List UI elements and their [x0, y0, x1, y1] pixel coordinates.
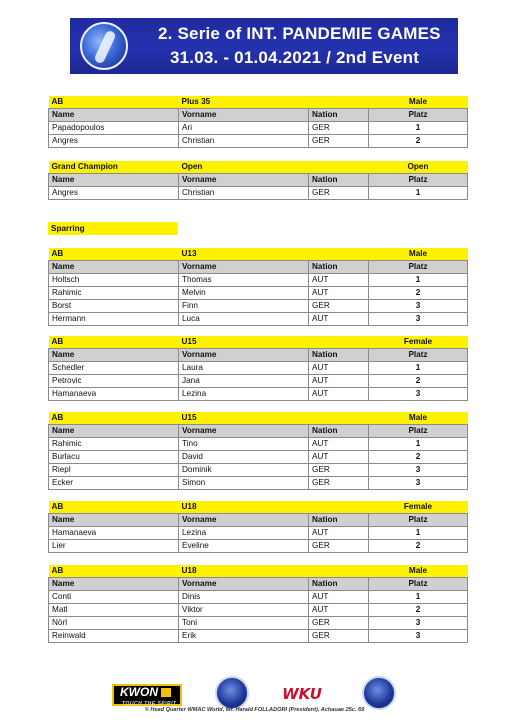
category-cell: U15: [179, 412, 309, 425]
name-cell: Angres: [49, 135, 179, 148]
nation-cell: AUT: [309, 313, 369, 326]
vorname-cell: Simon: [179, 477, 309, 490]
name-cell: Nörl: [49, 617, 179, 630]
column-header-row: [49, 261, 468, 274]
category-header-row: [49, 96, 468, 109]
footer-copyright: © Head Quarter WMAC World, Mr. Harald FOLLADORI (President), Achauae 25c. 69: [144, 707, 365, 713]
platz-cell: 3: [369, 388, 468, 401]
category-header-row: [49, 565, 468, 578]
table-row: [49, 388, 468, 401]
column-header-name: Name: [49, 349, 179, 362]
column-header-platz: Platz: [369, 578, 468, 591]
column-header-platz: Platz: [369, 174, 468, 187]
platz-cell: 3: [369, 477, 468, 490]
column-header-name: Name: [49, 514, 179, 527]
platz-cell: 1: [369, 527, 468, 540]
column-header-nation: Nation: [309, 425, 369, 438]
nation-cell: GER: [309, 135, 369, 148]
name-cell: Conti: [49, 591, 179, 604]
event-title: 2. Serie of INT. PANDEMIE GAMES: [158, 24, 441, 43]
table-row: [49, 540, 468, 553]
vorname-cell: Christian: [179, 187, 309, 200]
nation-cell: AUT: [309, 451, 369, 464]
column-header-vorname: Vorname: [179, 578, 309, 591]
column-header-vorname: Vorname: [179, 109, 309, 122]
table-row: [49, 122, 468, 135]
platz-cell: 2: [369, 451, 468, 464]
vorname-cell: Ari: [179, 122, 309, 135]
globe-fighter-logo: [362, 676, 396, 710]
name-cell: Hermann: [49, 313, 179, 326]
vorname-cell: Laura: [179, 362, 309, 375]
name-cell: Reinwald: [49, 630, 179, 643]
table-row: [49, 438, 468, 451]
category-cell: Open: [179, 161, 309, 174]
column-header-row: [49, 109, 468, 122]
table-row: [49, 135, 468, 148]
table-row: [49, 477, 468, 490]
vorname-cell: David: [179, 451, 309, 464]
vorname-cell: Jana: [179, 375, 309, 388]
column-header-row: [49, 514, 468, 527]
platz-cell: 2: [369, 540, 468, 553]
category-cell: [309, 248, 369, 261]
results-table: [48, 501, 468, 553]
category-header-row: [49, 501, 468, 514]
sparring-label: Sparring: [48, 222, 178, 235]
category-cell: AB: [49, 96, 179, 109]
table-row: [49, 451, 468, 464]
table-row: [49, 300, 468, 313]
category-cell: [309, 501, 369, 514]
nation-cell: AUT: [309, 527, 369, 540]
column-header-platz: Platz: [369, 349, 468, 362]
category-cell: AB: [49, 565, 179, 578]
nation-cell: AUT: [309, 438, 369, 451]
event-date: 31.03. - 01.04.2021 / 2nd Event: [170, 48, 420, 67]
table-row: [49, 287, 468, 300]
table-row: [49, 274, 468, 287]
column-header-platz: Platz: [369, 109, 468, 122]
column-header-name: Name: [49, 261, 179, 274]
category-cell: Plus 35: [179, 96, 309, 109]
vorname-cell: Toni: [179, 617, 309, 630]
vorname-cell: Eveline: [179, 540, 309, 553]
platz-cell: 2: [369, 375, 468, 388]
table-row: [49, 464, 468, 477]
nation-cell: GER: [309, 540, 369, 553]
category-cell: [309, 161, 369, 174]
column-header-row: [49, 174, 468, 187]
nation-cell: GER: [309, 630, 369, 643]
category-cell: [309, 96, 369, 109]
platz-cell: 3: [369, 464, 468, 477]
name-cell: Hamanaeva: [49, 388, 179, 401]
vorname-cell: Luca: [179, 313, 309, 326]
results-table: [48, 336, 468, 401]
category-cell: U15: [179, 336, 309, 349]
platz-cell: 2: [369, 604, 468, 617]
category-header-row: [49, 336, 468, 349]
nation-cell: AUT: [309, 388, 369, 401]
column-header-platz: Platz: [369, 514, 468, 527]
column-header-vorname: Vorname: [179, 174, 309, 187]
platz-cell: 1: [369, 274, 468, 287]
name-cell: Rahimic: [49, 287, 179, 300]
wku-logo: WKU: [282, 685, 322, 703]
vorname-cell: Dominik: [179, 464, 309, 477]
category-cell: AB: [49, 336, 179, 349]
platz-cell: 3: [369, 617, 468, 630]
nation-cell: AUT: [309, 287, 369, 300]
name-cell: Borst: [49, 300, 179, 313]
category-cell: Female: [369, 501, 468, 514]
category-cell: Grand Champion: [49, 161, 179, 174]
results-table: [48, 96, 468, 148]
vorname-cell: Tino: [179, 438, 309, 451]
nation-cell: AUT: [309, 604, 369, 617]
column-header-name: Name: [49, 109, 179, 122]
name-cell: Petrovic: [49, 375, 179, 388]
table-row: [49, 604, 468, 617]
table-row: [49, 313, 468, 326]
column-header-vorname: Vorname: [179, 349, 309, 362]
results-table: [48, 412, 468, 490]
vorname-cell: Erik: [179, 630, 309, 643]
nation-cell: AUT: [309, 274, 369, 287]
category-cell: [309, 412, 369, 425]
table-row: [49, 591, 468, 604]
name-cell: Matl: [49, 604, 179, 617]
platz-cell: 2: [369, 287, 468, 300]
table-row: [49, 617, 468, 630]
platz-cell: 1: [369, 362, 468, 375]
category-cell: U18: [179, 501, 309, 514]
platz-cell: 3: [369, 630, 468, 643]
vorname-cell: Christian: [179, 135, 309, 148]
platz-cell: 1: [369, 187, 468, 200]
kwon-logo: KWON TOUCH THE SPIRIT: [112, 684, 182, 706]
vorname-cell: Finn: [179, 300, 309, 313]
nation-cell: GER: [309, 300, 369, 313]
column-header-nation: Nation: [309, 349, 369, 362]
nation-cell: GER: [309, 122, 369, 135]
nation-cell: GER: [309, 464, 369, 477]
column-header-nation: Nation: [309, 578, 369, 591]
nation-cell: AUT: [309, 362, 369, 375]
column-header-nation: Nation: [309, 261, 369, 274]
wmac-globe-logo: [80, 22, 128, 70]
category-cell: AB: [49, 501, 179, 514]
nation-cell: AUT: [309, 375, 369, 388]
column-header-platz: Platz: [369, 261, 468, 274]
category-header-row: [49, 161, 468, 174]
platz-cell: 1: [369, 591, 468, 604]
column-header-nation: Nation: [309, 514, 369, 527]
header-banner: [70, 18, 458, 74]
category-header-row: [49, 248, 468, 261]
name-cell: Angres: [49, 187, 179, 200]
column-header-name: Name: [49, 578, 179, 591]
platz-cell: 3: [369, 300, 468, 313]
category-cell: Male: [369, 248, 468, 261]
category-cell: Male: [369, 96, 468, 109]
category-cell: Male: [369, 412, 468, 425]
nation-cell: GER: [309, 617, 369, 630]
nation-cell: GER: [309, 187, 369, 200]
column-header-vorname: Vorname: [179, 425, 309, 438]
table-row: [49, 375, 468, 388]
category-cell: AB: [49, 412, 179, 425]
vorname-cell: Lezina: [179, 527, 309, 540]
category-cell: [309, 336, 369, 349]
name-cell: Schedler: [49, 362, 179, 375]
column-header-vorname: Vorname: [179, 514, 309, 527]
name-cell: Riepl: [49, 464, 179, 477]
column-header-row: [49, 578, 468, 591]
category-cell: [309, 565, 369, 578]
platz-cell: 2: [369, 135, 468, 148]
results-table: [48, 248, 468, 326]
vorname-cell: Melvin: [179, 287, 309, 300]
name-cell: Lier: [49, 540, 179, 553]
column-header-vorname: Vorname: [179, 261, 309, 274]
category-cell: AB: [49, 248, 179, 261]
category-cell: Male: [369, 565, 468, 578]
results-table: [48, 565, 468, 643]
vorname-cell: Viktor: [179, 604, 309, 617]
nation-cell: AUT: [309, 591, 369, 604]
name-cell: Ecker: [49, 477, 179, 490]
wmac-emblem-logo: [215, 676, 249, 710]
column-header-platz: Platz: [369, 425, 468, 438]
vorname-cell: Lezina: [179, 388, 309, 401]
platz-cell: 1: [369, 122, 468, 135]
column-header-row: [49, 349, 468, 362]
column-header-name: Name: [49, 425, 179, 438]
name-cell: Burlacu: [49, 451, 179, 464]
category-cell: Open: [369, 161, 468, 174]
column-header-nation: Nation: [309, 174, 369, 187]
table-row: [49, 362, 468, 375]
column-header-row: [49, 425, 468, 438]
table-row: [49, 630, 468, 643]
platz-cell: 3: [369, 313, 468, 326]
name-cell: Holtsch: [49, 274, 179, 287]
name-cell: Hamanaeva: [49, 527, 179, 540]
category-cell: U18: [179, 565, 309, 578]
results-table: [48, 161, 468, 200]
column-header-nation: Nation: [309, 109, 369, 122]
name-cell: Rahimic: [49, 438, 179, 451]
name-cell: Papadopoulos: [49, 122, 179, 135]
vorname-cell: Thomas: [179, 274, 309, 287]
category-cell: Female: [369, 336, 468, 349]
vorname-cell: Dinis: [179, 591, 309, 604]
table-row: [49, 187, 468, 200]
platz-cell: 1: [369, 438, 468, 451]
category-cell: U13: [179, 248, 309, 261]
column-header-name: Name: [49, 174, 179, 187]
category-header-row: [49, 412, 468, 425]
nation-cell: GER: [309, 477, 369, 490]
table-row: [49, 527, 468, 540]
